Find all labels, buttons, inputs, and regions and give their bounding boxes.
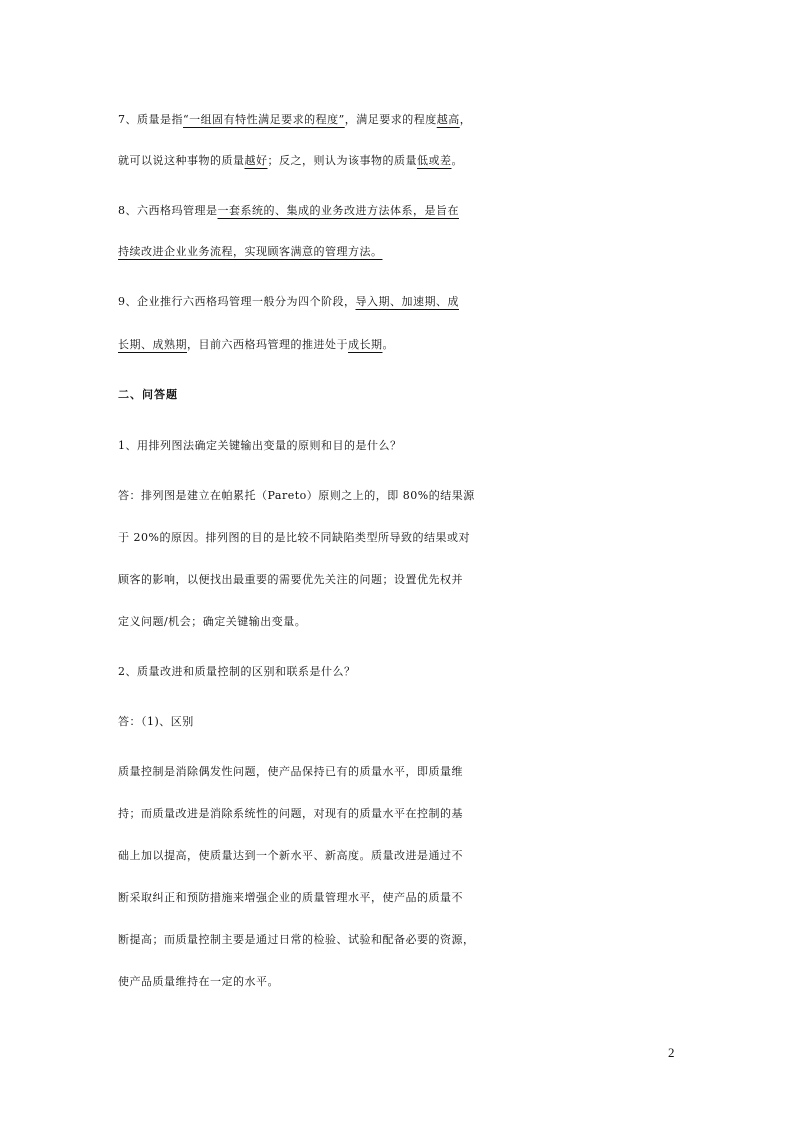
text-segment: 使产品质量维持在一定的水平。 (118, 975, 279, 988)
text-line (118, 568, 678, 592)
text-line (118, 290, 678, 314)
text-segment: 。 (451, 154, 463, 167)
text-line (118, 434, 678, 458)
text-line (118, 108, 678, 132)
underlined-answer: 越高 (436, 113, 460, 126)
underlined-answer: 导入期、加速期、成 (355, 295, 459, 308)
underlined-answer: 持续改进企业业务流程，实现顾客满意的管理方法。 (118, 245, 383, 258)
text-line (118, 484, 678, 508)
text-segment: ；反之，则认为该事物的质量 (267, 154, 417, 167)
text-segment: 2、质量改进和质量控制的区别和联系是什么？ (118, 665, 356, 678)
text-segment: 9、企业推行六西格玛管理一般分为四个阶段， (118, 295, 356, 308)
page-number: 2 (668, 1045, 675, 1060)
text-line (118, 240, 678, 264)
text-line (118, 886, 678, 910)
text-segment: 质量控制是消除偶发性问题，使产品保持已有的质量水平，即质量维 (118, 765, 463, 778)
text-segment: 1、用排列图法确定关键输出变量的原则和目的是什么？ (118, 439, 402, 452)
text-segment: 础上加以提高，使质量达到一个新水平、新高度。质量改进是通过不 (118, 849, 463, 862)
text-segment: ， (459, 113, 472, 126)
text-line (118, 760, 678, 784)
text-segment: 答：排列图是建立在帕累托（Pareto）原则之上的，即 80%的结果源 (118, 489, 475, 502)
text-line (118, 199, 678, 223)
text-segment: ，目前六西格玛管理的推进处于 (187, 338, 348, 351)
text-line (118, 526, 678, 550)
text-line (118, 149, 678, 173)
text-segment: 8、六西格玛管理是 (118, 204, 218, 217)
text-segment: 答：（1)、区别 (118, 715, 194, 728)
text-line (118, 802, 678, 826)
text-line (118, 970, 678, 994)
text-segment: 断采取纠正和预防措施来增强企业的质量管理水平，使产品的质量不 (118, 891, 463, 904)
text-segment: 断提高；而质量控制主要是通过日常的检验、试验和配备必要的资源， (118, 933, 475, 946)
underlined-answer: 越好 (244, 154, 268, 167)
text-segment: 就可以说这种事物的质量 (118, 154, 245, 167)
section-heading (118, 383, 678, 407)
text-line (118, 844, 678, 868)
text-segment: 二、问答题 (118, 388, 178, 401)
text-segment: 于 20%的原因。排列图的目的是比较不同缺陷类型所导致的结果或对 (118, 531, 470, 544)
underlined-answer: “一组固有特性满足要求的程度” (183, 113, 345, 126)
text-segment: ，满足要求的程度 (344, 113, 437, 126)
text-line (118, 333, 678, 357)
text-segment: 持；而质量改进是消除系统性的问题，对现有的质量水平在控制的基 (118, 807, 463, 820)
text-segment: 定义问题/机会；确定关键输出变量。 (118, 615, 307, 628)
underlined-answer: 低或差 (417, 154, 452, 167)
text-segment: 7、质量是指 (118, 113, 183, 126)
text-line (118, 928, 678, 952)
text-segment: 。 (382, 338, 394, 351)
underlined-answer: 一套系统的、集成的业务改进方法体系，是旨在 (217, 204, 459, 217)
underlined-answer: 长期、成熟期 (118, 338, 187, 351)
text-line (118, 710, 678, 734)
text-line (118, 660, 678, 684)
text-segment: 顾客的影响，以便找出最重要的需要优先关注的问题；设置优先权并 (118, 573, 463, 586)
underlined-answer: 成长期 (348, 338, 383, 351)
text-line (118, 610, 678, 634)
